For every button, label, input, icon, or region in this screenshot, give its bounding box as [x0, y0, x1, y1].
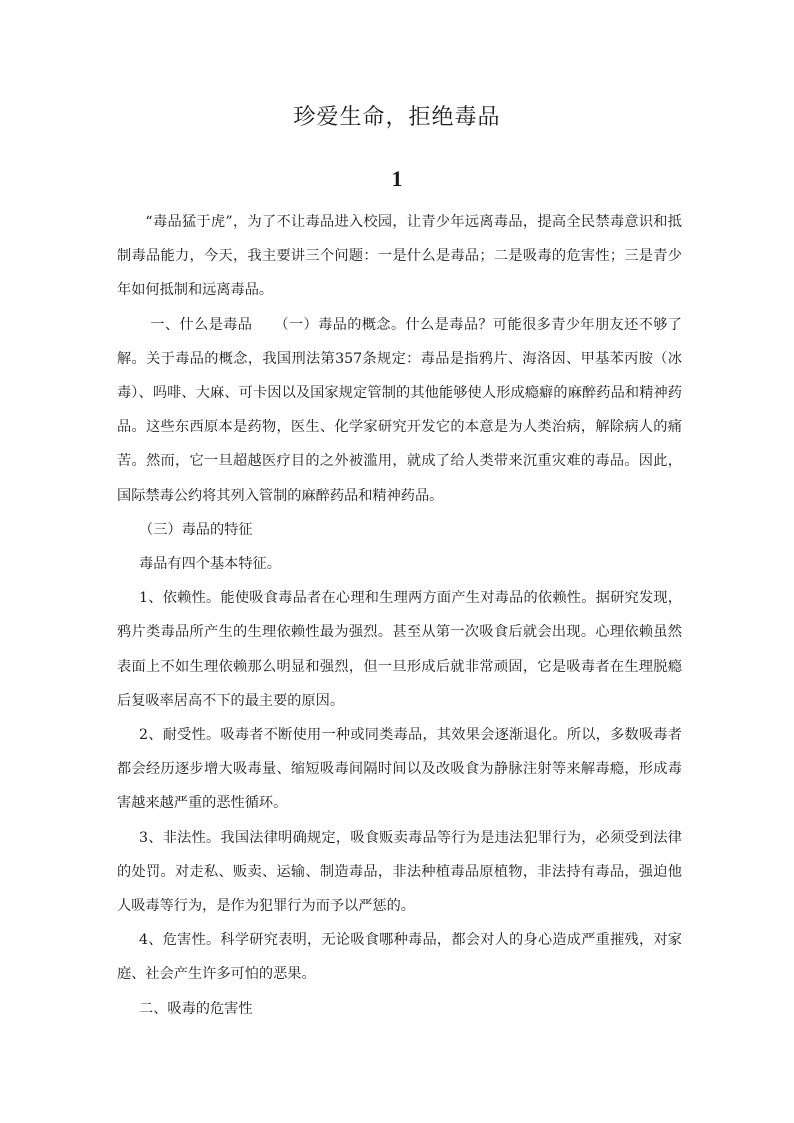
paragraph-illegality: 3、非法性。我国法律明确规定，吸食贩卖毒品等行为是违法犯罪行为，必须受到法律的处罚。对走私、贩卖、运输、制造毒品，非法种植毒品原植物，非法持有毒品，强迫他人吸毒等行为，是作为犯罪行为而予以严惩的。 [117, 829, 682, 915]
paragraph-dependence: 1、依赖性。能使吸食毒品者在心理和生理两方面产生对毒品的依赖性。据研究发现，鸦片类毒品所产生的生理依赖性最为强烈。甚至从第一次吸食后就会出现。心理依赖虽然表面上不如生理依赖那么明显和强烈，但一旦形成后就非常顽固，它是吸毒者在生理脱瘾后复吸率居高不下的最主要的原因。 [117, 590, 682, 709]
document-body [117, 205, 682, 1026]
paragraph-drug-features-heading: （三）毒品的特征 [139, 521, 253, 538]
document-title: 珍爱生命，拒绝毒品 [293, 105, 501, 130]
paragraph-four-features: 毒品有四个基本特征。 [139, 556, 281, 573]
paragraph-harmfulness: 4、危害性。科学研究表明，无论吸食哪种毒品，都会对人的身心造成严重摧残，对家庭、社会产生许多可怕的恶果。 [117, 932, 682, 983]
paragraph-harm-heading: 二、吸毒的危害性 [139, 1000, 253, 1017]
section-number: 1 [391, 166, 403, 191]
paragraph-tolerance: 2、耐受性。吸毒者不断使用一种或同类毒品，其效果会逐渐退化。所以，多数吸毒者都会经历逐步增大吸毒量、缩短吸毒间隔时间以及改吸食为静脉注射等来解毒瘾，形成毒害越来越严重的恶性循环。 [117, 727, 682, 812]
paragraph-what-is-drug: 一、什么是毒品 （一）毒品的概念。什么是毒品？可能很多青少年朋友还不够了解。关于毒品的概念，我国刑法第357条规定：毒品是指鸦片、海洛因、甲基苯丙胺（冰毒）、吗啡、大麻、可卡因以及国家规定管制的其他能够使人形成瘾癖的麻醉药品和精神药品。这些东西原本是药物，医生、化学家研究开发它的本意是为人类治病，解除病人的痛苦。然而，它一旦超越医疗目的之外被滥用，就成了给人类带来沉重灾难的毒品。因此，国际禁毒公约将其列入管制的麻醉药品和精神药品。 [117, 316, 682, 504]
paragraph-intro: “毒品猛于虎”，为了不让毒品进入校园，让青少年远离毒品，提高全民禁毒意识和抵制毒品能力，今天，我主要讲三个问题：一是什么是毒品；二是吸毒的危害性；三是青少年如何抵制和远离毒品。 [117, 214, 682, 299]
